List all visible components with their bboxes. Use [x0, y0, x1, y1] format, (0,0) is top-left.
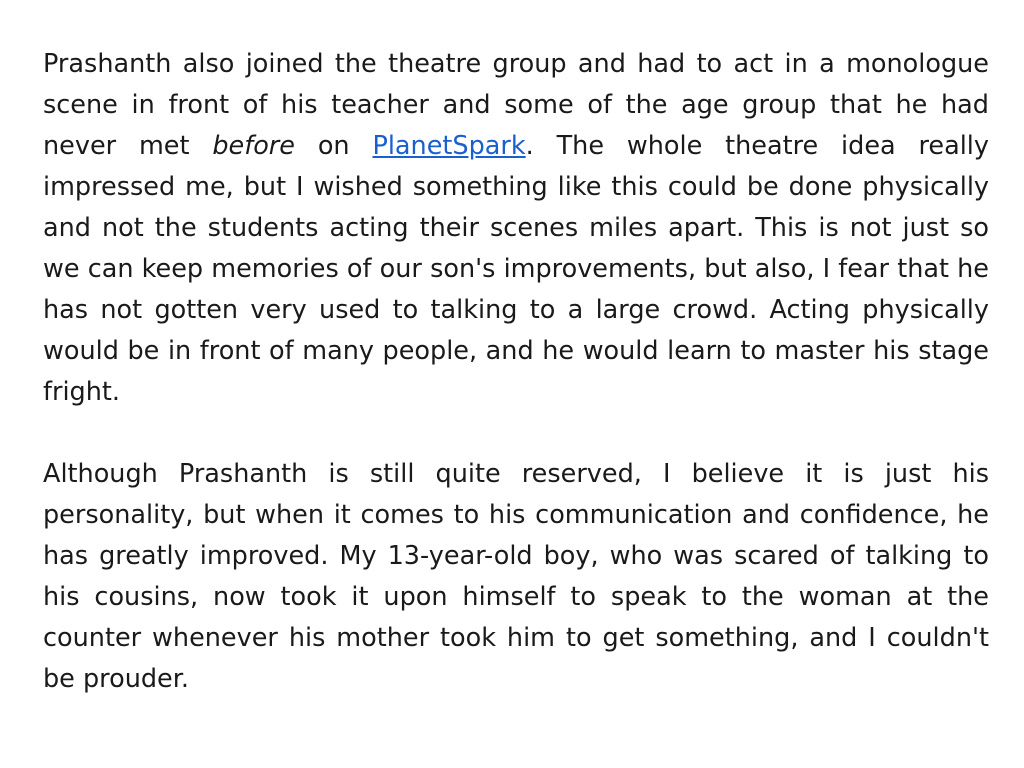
paragraph-1-text-a: Prashanth also joined the theatre group and had to act in a monologue scene in front of his teacher and some of the age group that he had never met	[43, 49, 989, 161]
paragraph-1	[43, 44, 989, 413]
document-body	[43, 44, 989, 700]
paragraph-2: Although Prashanth is still quite reserved, I believe it is just his personality, but when it comes to his communication and confidence, he has greatly improved. My 13-year-old boy, who was scared of talking to his cousins, now took it upon himself to speak to the woman at the counter whenever his mother took him to get something, and I couldn't be prouder.	[43, 459, 989, 694]
planetspark-link[interactable]: PlanetSpark	[372, 131, 526, 161]
paragraph-1-text-b: on	[294, 131, 373, 161]
italic-word-before: before	[212, 131, 295, 161]
paragraph-1-text-c: . The whole theatre idea really impressed me, but I wished something like this could be done physically and not the students acting their scenes miles apart. This is not just so we can keep memories of our son's improvements, but also, I fear that he has not gotten very used to talking to a large crowd. Acting physically would be in front of many people, and he would learn to master his stage fright.	[43, 131, 989, 407]
